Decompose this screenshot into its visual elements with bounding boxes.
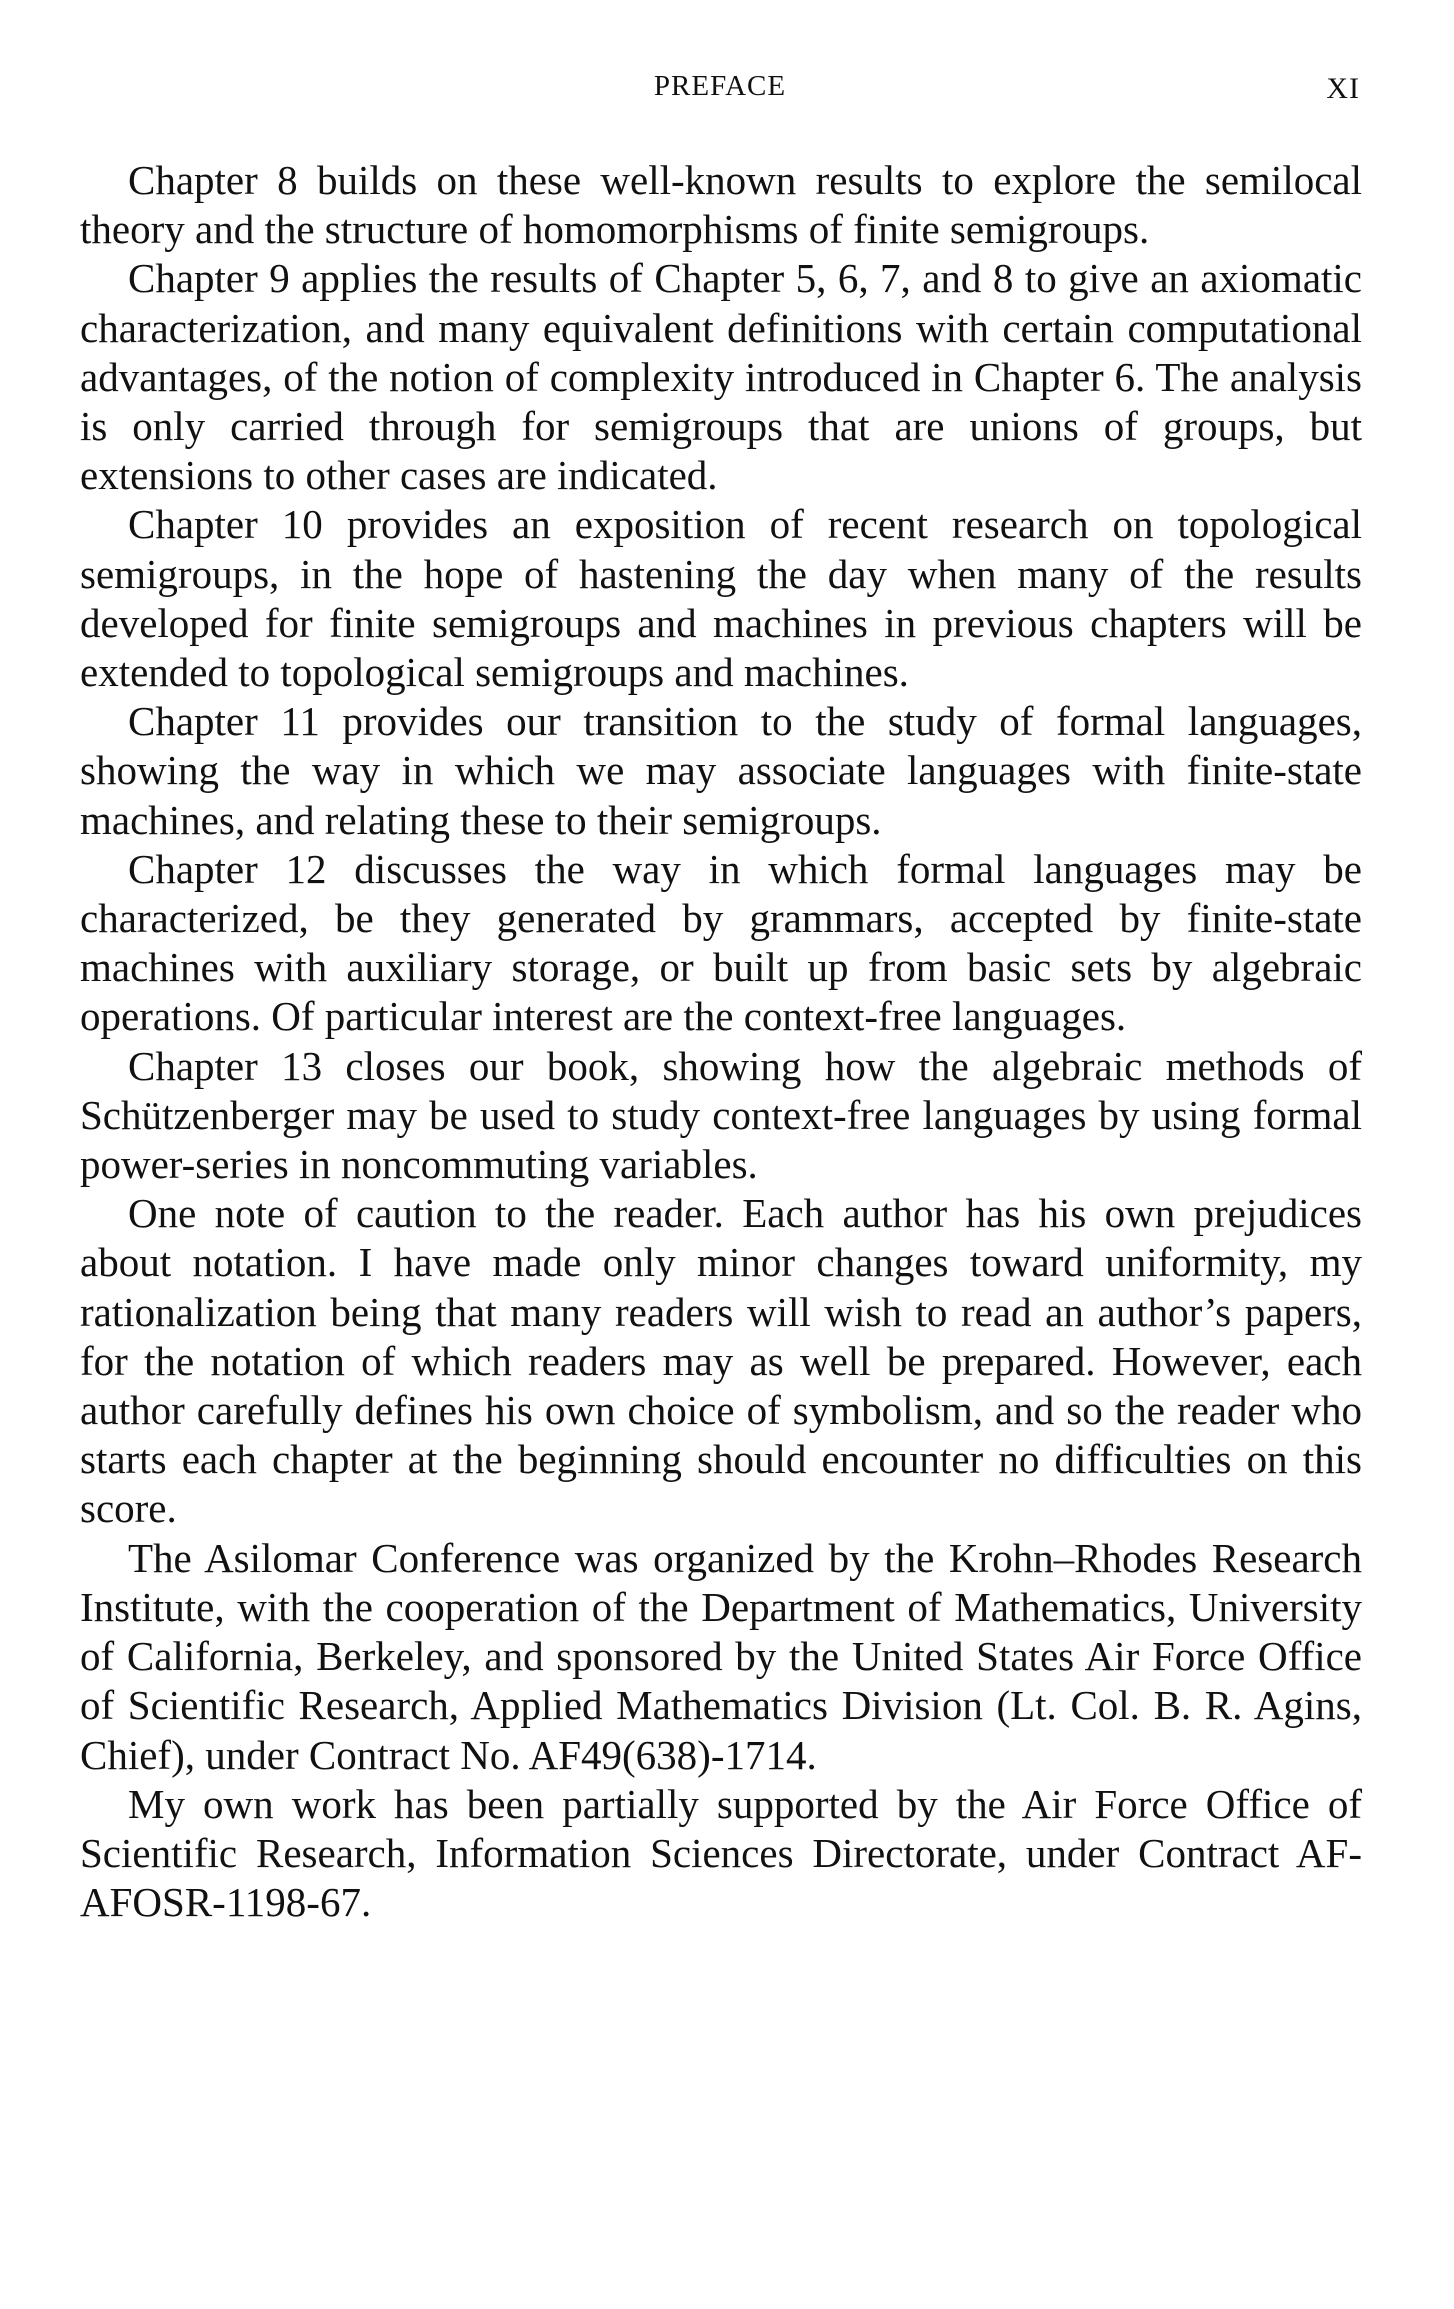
paragraph-chapter-13: Chapter 13 closes our book, showing how the algebraic methods of Schützenberger may be used to study context-free languages by using formal power-series in noncommuting variables. <box>80 1042 1362 1188</box>
running-title: PREFACE <box>653 70 787 102</box>
paragraph-chapter-12: Chapter 12 discusses the way in which formal languages may be characterized, be they generated by grammars, accepted by finite-state machines with auxiliary storage, or built up from basic sets by algebraic operations. Of particular interest are the context-free languages. <box>80 845 1362 1040</box>
paragraph-chapter-9: Chapter 9 applies the results of Chapter 5, 6, 7, and 8 to give an axiomatic characterization, and many equivalent definitions with certain computational advantages, of the notion of complexity introduced in Chapter 6. The analysis is only carried through for semigroups that are unions of groups, but extensions to other cases are indicated. <box>80 255 1362 499</box>
paragraph-asilomar-conference: The Asilomar Conference was organized by the Krohn–Rhodes Research Institute, with the cooperation of the Department of Mathematics, University of California, Berkeley, and sponsored by the United States Air Force Office of Scientific Research, Applied Mathematics Division (Lt. Col. B. R. Agins, Chief), under Contract No. AF49(638)-1714. <box>80 1534 1362 1778</box>
running-head <box>80 62 1360 110</box>
paragraph-chapter-10: Chapter 10 provides an exposition of recent research on topological semigroups, in the hope of hastening the day when many of the results developed for finite semigroups and machines in previous chapters will be extended to topological semigroups and machines. <box>80 501 1362 696</box>
page-number: XI <box>1326 72 1360 105</box>
preface-body <box>80 156 1362 1927</box>
paragraph-chapter-8: Chapter 8 builds on these well-known results to explore the semilocal theory and the structure of homomorphisms of finite semigroups. <box>80 157 1362 253</box>
paragraph-notation-caution: One note of caution to the reader. Each author has his own prejudices about notation. I have made only minor changes toward uniformity, my rationalization being that many readers will wish to read an author’s papers, for the notation of which readers may as well be prepared. However, each author carefully defines his own choice of symbolism, and so the reader who starts each chapter at the beginning should encounter no difficulties on this score. <box>80 1190 1362 1532</box>
paragraph-funding: My own work has been partially supported by the Air Force Office of Scientific Research, Information Sciences Directorate, under Contract AF-AFOSR-1198-67. <box>80 1780 1362 1926</box>
paragraph-chapter-11: Chapter 11 provides our transition to the study of formal languages, showing the way in which we may associate languages with finite-state machines, and relating these to their semigroups. <box>80 698 1362 843</box>
